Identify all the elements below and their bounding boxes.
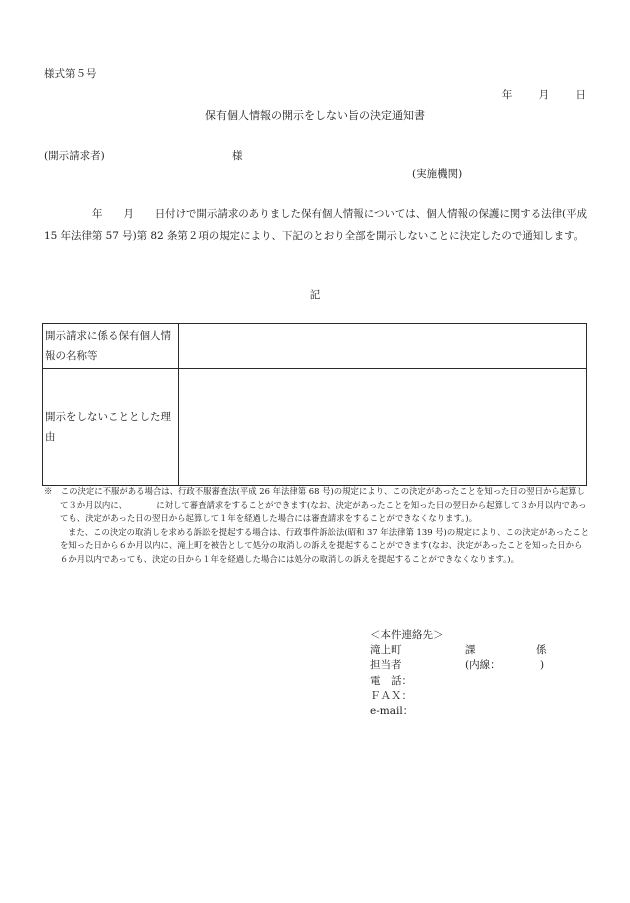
notes-section [44,485,590,567]
table-row-info-name [43,324,587,369]
decision-table [42,323,587,486]
agency-label: (実施機関) [412,168,463,180]
contact-phone-label: 電 話： [370,674,412,687]
contact-email-label: e-mail： [370,704,414,717]
contact-town: 滝上町 [370,644,402,657]
contact-header: ＜本件連絡先＞ [370,629,444,641]
contact-section: 課 [465,644,476,657]
date-line [479,87,586,104]
contact-extension-close: ) [540,659,545,672]
contact-extension-label: (内線： [465,659,501,672]
info-name-value [179,324,587,369]
requester-honorific: 様 [232,150,243,162]
lawsuit-note: また、この決定の取消しを求める訴訟を提起する場合は、行政事件訴訟法(昭和 37 年法律第 139 号)の規定により、この決定があったことを知った日から６か月以内に、滝上町を被告として処分の取消しの訴えを提起することができます(なお、決定があったことを知った日から６か月以内であっても、決定の日から１年を経過した場合には処分の取消しの訴えを提起することができなくなります。)。 [60,526,590,564]
date-month: 月 [538,89,550,101]
contact-group: 係 [536,644,547,657]
form-number: 様式第５号 [44,68,97,80]
date-year: 年 [501,89,513,101]
reason-value [179,369,587,486]
date-day: 日 [575,89,586,101]
document-title: 保有個人情報の開示をしない旨の決定通知書 [205,109,425,122]
reason-label: 開示をしないこととした理由 [43,369,179,486]
info-name-label: 開示請求に係る保有個人情報の名称等 [43,324,179,369]
requester-label: (開示請求者) [44,150,105,162]
contact-person-label: 担当者 [370,659,402,672]
contact-fax-label: ＦＡＸ： [370,689,412,702]
notification-body: 年 月 日付けで開示請求のありました保有個人情報については、個人情報の保護に関する法律(平成 15 年法律第 57 号)第 82 条第２項の規定により、下記のとおり全部を開示しないことに決定したので通知します。 [44,208,587,242]
table-row-reason [43,369,587,486]
ki-heading: 記 [309,289,321,301]
appeal-note: ※ この決定に不服がある場合は、行政不服審査法(平成 26 年法律第 68 号)の規定により、この決定があったことを知った日の翌日から起算して３か月以内に、 に対して審査請求をすることができます(なお、決定があったことを知った日の翌日から起算して３か月以内であっても、決定があった日の翌日から起算して１年を経過した場合には審査請求をすることができなくなります。)。 [44,486,587,524]
